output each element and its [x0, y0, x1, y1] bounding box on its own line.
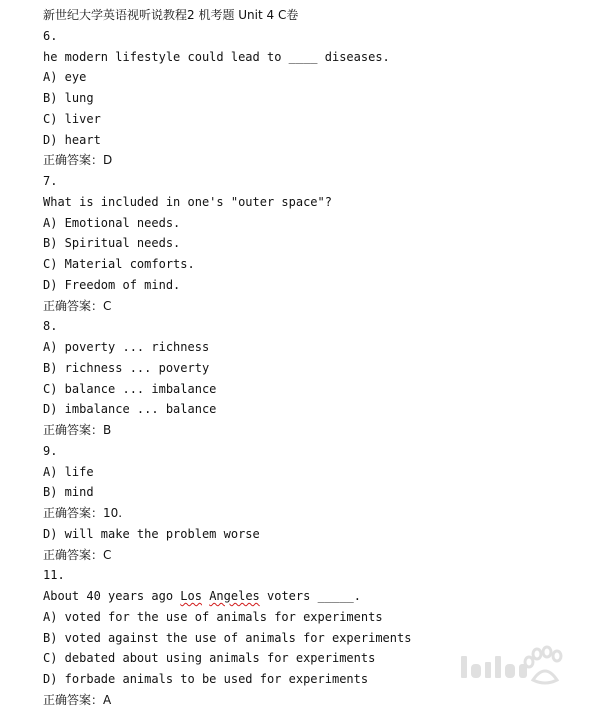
q9-answer: [43, 503, 581, 524]
q10-answer-value: C: [103, 547, 112, 562]
q11-stem-after: voters _____.: [259, 589, 361, 603]
watermark-wordmark-shape: [461, 656, 527, 678]
q6-option-d: D) heart: [43, 132, 101, 147]
q11-answer-value: A: [103, 692, 112, 707]
spellcheck-word-angeles: Angeles: [209, 589, 260, 603]
answer-prefix: 正确答案：: [43, 692, 104, 707]
q11-number: 11.: [43, 568, 65, 583]
q7-answer: [43, 296, 581, 317]
q9-answer-value: 10.: [103, 506, 123, 520]
q6-option-c: C) liver: [43, 111, 101, 126]
q7-number: 7.: [43, 174, 58, 188]
q7-option-a: A) Emotional needs.: [43, 215, 181, 230]
q11-option-d: D) forbade animals to be used for experiments: [43, 672, 369, 686]
answer-prefix: 正确答案：: [43, 423, 104, 437]
spellcheck-word-los: Los: [180, 589, 202, 603]
q7-answer-value: C: [103, 298, 112, 313]
answer-prefix: 正确答案：: [43, 547, 104, 562]
q6-option-b: B) lung: [43, 91, 94, 105]
q11-stem-before: About 40 years ago: [43, 589, 181, 603]
q8-number: 8.: [43, 319, 58, 334]
answer-prefix: 正确答案：: [43, 506, 104, 520]
q7-option-d: D) Freedom of mind.: [43, 277, 181, 292]
q6-option-a: A) eye: [43, 70, 87, 85]
q10-option-d: D) will make the problem worse: [43, 526, 260, 541]
q11-option-b: B) voted against the use of animals for experiments: [43, 630, 412, 645]
q7-stem: What is included in one's "outer space"?: [43, 194, 332, 209]
q8-option-d: D) imbalance ... balance: [43, 402, 217, 417]
q8-option-c: C) balance ... imbalance: [43, 381, 217, 396]
q8-option-a: A) poverty ... richness: [43, 340, 210, 354]
q11-stem: [43, 586, 581, 607]
q9-option-b: B) mind: [43, 485, 94, 500]
q8-answer-value: B: [103, 423, 112, 437]
q6-number: 6.: [43, 28, 58, 43]
q8-option-b: B) richness ... poverty: [43, 360, 210, 375]
baidu-watermark-logo: [459, 644, 577, 690]
paw-icon: [525, 647, 561, 683]
q10-answer: [43, 545, 581, 566]
q9-option-a: A) life: [43, 464, 94, 479]
answer-prefix: 正确答案：: [43, 153, 104, 168]
document-content: [43, 5, 581, 711]
document-title: 新世纪大学英语视听说教程2 机考题 Unit 4 C卷: [43, 8, 299, 22]
q7-option-b: B) Spiritual needs.: [43, 236, 181, 251]
q6-answer: [43, 150, 581, 171]
q6-answer-value: D: [103, 153, 113, 168]
q6-stem: he modern lifestyle could lead to ____ diseases.: [43, 49, 390, 64]
answer-prefix: 正确答案：: [43, 298, 104, 313]
q11-option-c: C) debated about using animals for experiments: [43, 651, 376, 666]
q11-answer: [43, 690, 581, 711]
q9-number: 9.: [43, 443, 58, 458]
q8-answer: [43, 420, 581, 441]
q7-option-c: C) Material comforts.: [43, 257, 195, 271]
q11-option-a: A) voted for the use of animals for experiments: [43, 609, 383, 624]
